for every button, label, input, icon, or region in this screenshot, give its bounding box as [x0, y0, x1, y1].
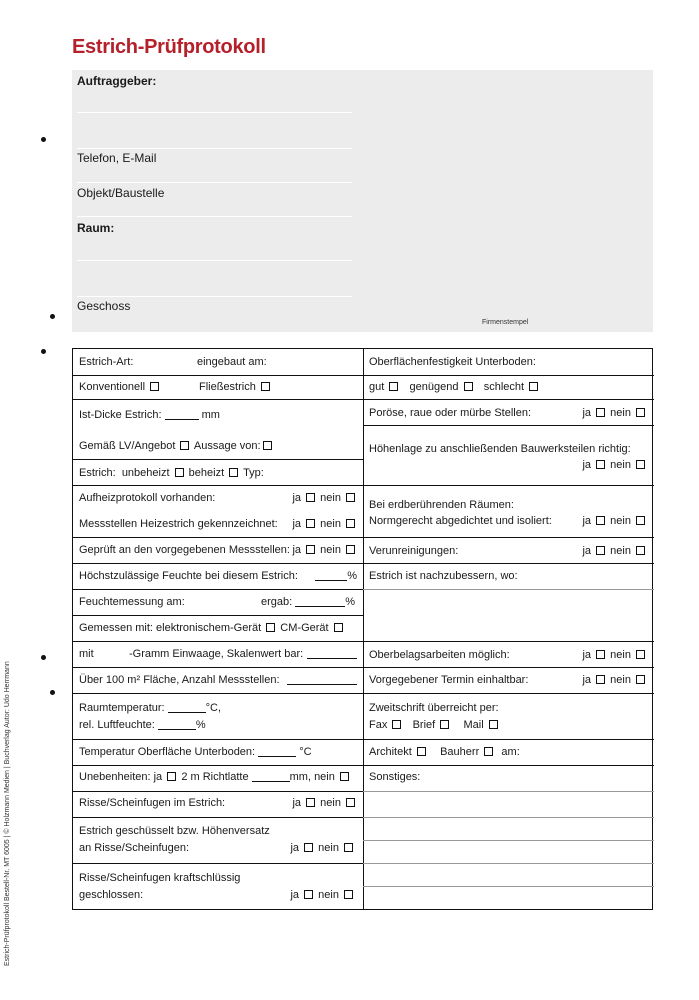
telefon-line[interactable]	[77, 182, 352, 183]
fax-checkbox[interactable]	[392, 720, 401, 729]
aufheiz-nein-checkbox[interactable]	[346, 493, 355, 502]
temperatur-oberflaeche-row: Temperatur Oberfläche Unterboden: °C	[79, 746, 312, 758]
bauherr-checkbox[interactable]	[484, 747, 493, 756]
oberbelag-nein-checkbox[interactable]	[636, 650, 645, 659]
inspection-form-table: Estrich-Art: eingebaut am: Konventionell Fließestrich Ist-Dicke Estrich: mm Gemäß LV/Angebot Aussage von: Estrich: unbeheizt beheizt Typ: Aufheizprotokoll vorhanden: ja nein Messstellen Heizestrich gekennzeichnet: ja nein Geprüft an den vorgegebenen Messstellen: ja nein Höchstzulässige Feuchte bei diesem Estrich: % Feuchtemessung am: ergab: % Gemessen mit: elektronischem-Gerät CM-Gerät mit -Gramm Einwaage, Skalenwert bar: Über 100 m² Fläche, Anzahl Messstellen: Raumtemperatur: °C, rel. Luftfeuchte: % Temperatur Oberfläche Unterboden: °C Unebenheiten: ja 2 m Richtlatte mm, nein Risse/Scheinfugen im Estrich: ja nein Estrich geschüsselt bzw. Höhenversatz an Risse/Scheinfugen: ja nein Risse/Scheinfugen kraftschlüssig geschlossen: ja nein Oberflächenfestigkeit Unterboden: gut genügend schlecht Poröse, raue oder mürbe Stellen: ja nein Höhenlage zu anschließenden Bauwerksteilen richtig: ja nein Bei erdberührenden Räumen: Normgerecht abgedichtet und isoliert: ja nein Verunreinigungen: ja nein Estrich ist nachzubessern, wo: Oberbelagsarbeiten möglich: ja nein Vorgegebener Termin einhaltbar: ja nein Zweitschrift überreicht per: Fax Brief Mail Architekt Bauherr am: Sonstiges:	[72, 348, 653, 910]
elektronisch-checkbox[interactable]	[266, 623, 275, 632]
gemaess-row: Gemäß LV/Angebot Aussage von:	[79, 439, 274, 453]
unbeheizt-checkbox[interactable]	[175, 468, 184, 477]
gut-checkbox[interactable]	[389, 382, 398, 391]
firmenstempel-label: Firmenstempel	[482, 319, 529, 326]
normgerecht-row: Normgerecht abgedichtet und isoliert: ja nein	[369, 514, 647, 528]
imprint-vertical-text: Estrich-Prüfprotokoll Bestell-Nr. MT 6005 | © Holzmann Medien | Buchverlag Autor: Udo Herrmann	[4, 661, 11, 966]
poroese-nein-checkbox[interactable]	[636, 408, 645, 417]
aussage-von-checkbox[interactable]	[263, 441, 272, 450]
hoehenlage-label: Höhenlage zu anschließenden Bauwerksteilen richtig:	[369, 443, 631, 455]
gemessen-mit-row: Gemessen mit: elektronischem-Gerät CM-Gerät	[79, 621, 345, 635]
risse-ja-checkbox[interactable]	[306, 798, 315, 807]
kraftschluessig-nein-checkbox[interactable]	[344, 890, 353, 899]
hoechstfeuchte-field[interactable]	[315, 570, 347, 581]
zweitschrift-options: Fax Brief Mail	[369, 718, 500, 732]
hoechstfeuchte-row: Höchstzulässige Feuchte bei diesem Estrich: %	[79, 570, 357, 582]
fliessestrich-option: Fließestrich	[199, 380, 272, 394]
ist-dicke-row: Ist-Dicke Estrich: mm	[79, 409, 220, 421]
oberflaechenfestigkeit-label: Oberflächenfestigkeit Unterboden:	[369, 356, 536, 368]
raumtemperatur-row: Raumtemperatur: °C,	[79, 702, 222, 714]
ergab-field[interactable]	[295, 596, 345, 607]
raum-line-1[interactable]	[77, 260, 352, 261]
auftraggeber-line-1[interactable]	[77, 112, 352, 113]
geschuesselt-row: an Risse/Scheinfugen: ja nein	[79, 841, 355, 855]
hoehenlage-nein-checkbox[interactable]	[636, 460, 645, 469]
telefon-label: Telefon, E-Mail	[77, 151, 157, 165]
oberbelag-ja-checkbox[interactable]	[596, 650, 605, 659]
messstellen-row: Messstellen Heizestrich gekennzeichnet: ja nein	[79, 517, 357, 531]
geprueft-ja-checkbox[interactable]	[306, 545, 315, 554]
erdberuehrend-label: Bei erdberührenden Räumen:	[369, 499, 514, 511]
sonstiges-label: Sonstiges:	[369, 771, 421, 783]
cm-geraet-checkbox[interactable]	[334, 623, 343, 632]
temperatur-oberflaeche-field[interactable]	[258, 746, 296, 757]
auftraggeber-label: Auftraggeber:	[77, 74, 157, 88]
festigkeit-options: gut genügend schlecht	[369, 380, 540, 394]
verunreinigungen-row: Verunreinigungen: ja nein	[369, 544, 647, 558]
geschuesselt-nein-checkbox[interactable]	[344, 843, 353, 852]
poroese-row: Poröse, raue oder mürbe Stellen: ja nein	[369, 406, 647, 420]
punch-hole-dot	[41, 137, 46, 142]
termin-row: Vorgegebener Termin einhaltbar: ja nein	[369, 673, 647, 687]
unebenheiten-mm-field[interactable]	[252, 771, 290, 782]
aufheizprotokoll-row: Aufheizprotokoll vorhanden: ja nein	[79, 491, 357, 505]
unebenheiten-nein-checkbox[interactable]	[340, 772, 349, 781]
poroese-ja-checkbox[interactable]	[596, 408, 605, 417]
kraftschluessig-row: geschlossen: ja nein	[79, 888, 355, 902]
normgerecht-ja-checkbox[interactable]	[596, 516, 605, 525]
luftfeuchte-row: rel. Luftfeuchte: %	[79, 719, 206, 731]
eingebaut-am-label: eingebaut am:	[197, 356, 267, 368]
objekt-label: Objekt/Baustelle	[77, 186, 165, 200]
zweitschrift-label: Zweitschrift überreicht per:	[369, 702, 499, 714]
raumtemperatur-field[interactable]	[168, 702, 206, 713]
client-info-box	[72, 70, 653, 332]
verunreinigungen-ja-checkbox[interactable]	[596, 546, 605, 555]
einwaage-row: mit -Gramm Einwaage, Skalenwert bar:	[79, 647, 357, 661]
geschuesselt-ja-checkbox[interactable]	[304, 843, 313, 852]
feuchtemessung-row: Feuchtemessung am: ergab: %	[79, 596, 356, 608]
brief-checkbox[interactable]	[440, 720, 449, 729]
nachzubessern-label: Estrich ist nachzubessern, wo:	[369, 570, 518, 582]
gemaess-lv-checkbox[interactable]	[180, 441, 189, 450]
raum-line-2[interactable]	[77, 296, 352, 297]
luftfeuchte-field[interactable]	[158, 719, 196, 730]
schlecht-checkbox[interactable]	[529, 382, 538, 391]
oberbelag-row: Oberbelagsarbeiten möglich: ja nein	[369, 648, 647, 662]
anzahl-messstellen-field[interactable]	[287, 674, 357, 685]
unebenheiten-row: Unebenheiten: ja 2 m Richtlatte mm, nein	[79, 770, 351, 784]
skalenwert-field[interactable]	[307, 648, 357, 659]
punch-hole-dot	[50, 690, 55, 695]
column-divider	[363, 349, 364, 909]
aufheiz-ja-checkbox[interactable]	[306, 493, 315, 502]
termin-ja-checkbox[interactable]	[596, 675, 605, 684]
risse-row: Risse/Scheinfugen im Estrich: ja nein	[79, 796, 357, 810]
unebenheiten-ja-checkbox[interactable]	[167, 772, 176, 781]
messstellen-ja-checkbox[interactable]	[306, 519, 315, 528]
konventionell-checkbox[interactable]	[150, 382, 159, 391]
beheizt-checkbox[interactable]	[229, 468, 238, 477]
estrich-heizung-row: Estrich: unbeheizt beheizt Typ:	[79, 467, 264, 479]
hoehenlage-ja-checkbox[interactable]	[596, 460, 605, 469]
auftraggeber-line-2[interactable]	[77, 148, 352, 149]
architekt-checkbox[interactable]	[417, 747, 426, 756]
fliessestrich-checkbox[interactable]	[261, 382, 270, 391]
risse-nein-checkbox[interactable]	[346, 798, 355, 807]
verunreinigungen-nein-checkbox[interactable]	[636, 546, 645, 555]
messstellen-nein-checkbox[interactable]	[346, 519, 355, 528]
estrich-art-label: Estrich-Art:	[79, 356, 134, 368]
geprueft-row: Geprüft an den vorgegebenen Messstellen: ja nein	[79, 543, 357, 557]
page-title: Estrich-Prüfprotokoll	[72, 36, 266, 58]
normgerecht-nein-checkbox[interactable]	[636, 516, 645, 525]
objekt-line[interactable]	[77, 216, 352, 217]
genuegend-checkbox[interactable]	[464, 382, 473, 391]
termin-nein-checkbox[interactable]	[636, 675, 645, 684]
konventionell-option: Konventionell	[79, 380, 161, 394]
punch-hole-dot	[50, 314, 55, 319]
geschoss-label: Geschoss	[77, 299, 131, 313]
geschuesselt-label-1: Estrich geschüsselt bzw. Höhenversatz	[79, 825, 270, 837]
kraftschluessig-ja-checkbox[interactable]	[304, 890, 313, 899]
geprueft-nein-checkbox[interactable]	[346, 545, 355, 554]
anzahl-messstellen-row: Über 100 m² Fläche, Anzahl Messstellen:	[79, 673, 357, 687]
kraftschluessig-label-1: Risse/Scheinfugen kraftschlüssig	[79, 872, 241, 884]
empfaenger-options: Architekt Bauherr am:	[369, 746, 520, 758]
ist-dicke-field[interactable]	[165, 409, 199, 420]
mail-checkbox[interactable]	[489, 720, 498, 729]
raum-label: Raum:	[77, 221, 115, 235]
punch-hole-dot	[41, 349, 46, 354]
punch-hole-dot	[41, 655, 46, 660]
